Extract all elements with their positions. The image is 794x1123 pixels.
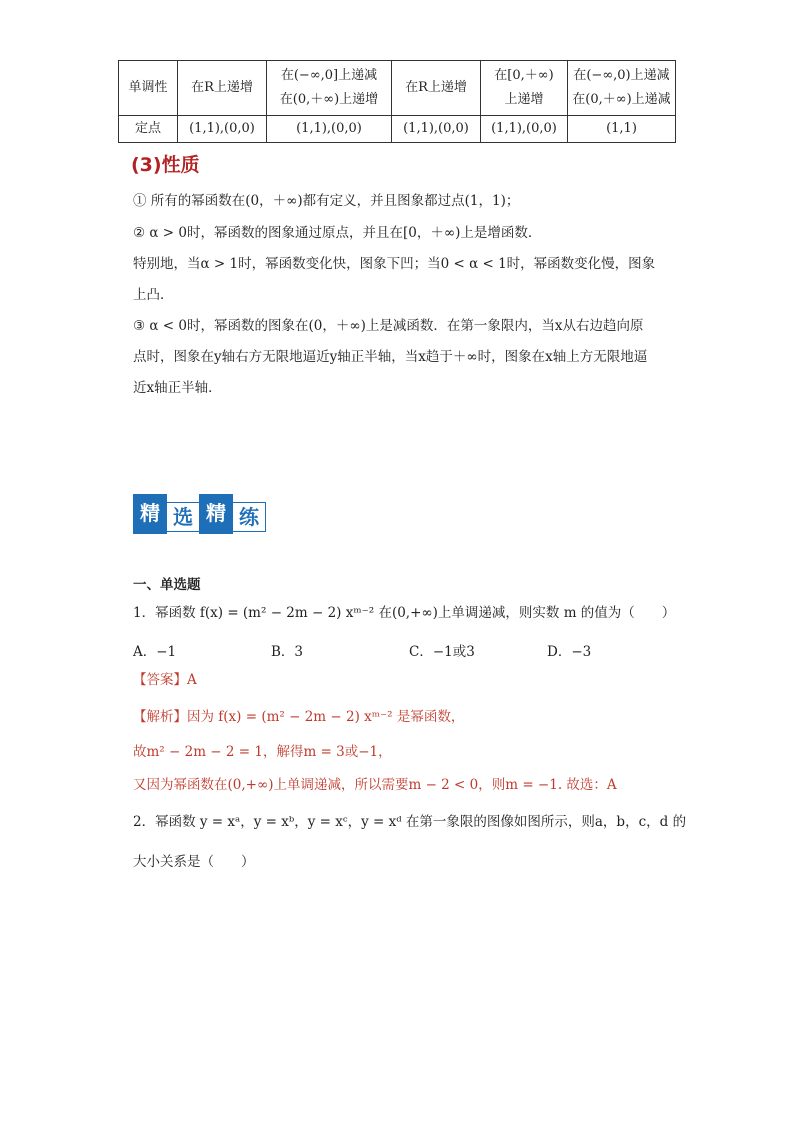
badge-char-text: 练 [239, 505, 259, 529]
table-row-fixed-point [119, 116, 676, 143]
option-d: D．−3 [547, 644, 592, 660]
property-paragraph: 上凸． [133, 287, 174, 303]
table-row-monotonicity [119, 61, 676, 116]
badge-char [199, 494, 233, 534]
property-paragraph: ② α > 0时，幂函数的图象通过原点，并且在[0，＋∞)上是增函数． [133, 225, 542, 241]
badge-char-text: 精 [140, 501, 160, 525]
option-a: A．−1 [133, 644, 177, 660]
table-cell: (1,1) [568, 116, 676, 143]
analysis-line: 又因为幂函数在(0,+∞)上单调递减，所以需要m − 2 < 0，则m = −1. 故选：A [133, 777, 617, 793]
property-paragraph: 点时，图象在y轴右方无限地逼近y轴正半轴，当x趋于＋∞时，图象在x轴上方无限地逼 [133, 349, 648, 365]
question-2-continued: 大小关系是（ ） [133, 854, 255, 870]
table-cell: (1,1),(0,0) [267, 116, 392, 143]
table-cell: 在R上递增 [392, 61, 481, 116]
analysis-line: 故m² − 2m − 2 = 1，解得m = 3或−1， [133, 744, 392, 760]
section-heading: 一、单选题 [133, 577, 201, 593]
property-paragraph: 近x轴正半轴． [133, 380, 222, 396]
property-paragraph: ③ α < 0时，幂函数的图象在(0，＋∞)上是减函数．在第一象限内，当x从右边趋向原 [133, 318, 644, 334]
cell-line: 在(0,＋∞)上递增 [279, 92, 379, 107]
table-cell [267, 61, 392, 116]
analysis-text: 因为 f(x) = (m² − 2m − 2) xᵐ⁻² 是幂函数， [187, 709, 465, 725]
power-function-property-table [118, 60, 676, 143]
table-cell [568, 61, 676, 116]
question-2: 2．幂函数 y = xᵃ，y = xᵇ，y = xᶜ，y = xᵈ 在第一象限的图像如图所示，则a，b，c，d 的 [133, 814, 687, 830]
table-cell: (1,1),(0,0) [392, 116, 481, 143]
cell-line: 在(−∞,0]上递减 [280, 68, 378, 83]
table-cell: (1,1),(0,0) [481, 116, 568, 143]
table-cell: (1,1),(0,0) [178, 116, 267, 143]
table-cell-header: 单调性 [119, 61, 178, 116]
cell-line: 在(−∞,0)上递减 [573, 68, 670, 83]
property-paragraph: 特别地，当α > 1时，幂函数变化快，图象下凹；当0 < α < 1时，幂函数变化慢，图象 [133, 256, 656, 272]
badge-char [232, 502, 266, 532]
analysis-line [133, 707, 673, 727]
answer: 【答案】A [133, 672, 197, 688]
analysis-label: 【解析】 [133, 709, 187, 725]
question-1: 1．幂函数 f(x) = (m² − 2m − 2) xᵐ⁻² 在(0,+∞)上单调递减，则实数 m 的值为（ ） [133, 605, 676, 621]
option-b: B．3 [271, 644, 304, 660]
badge-char-text: 精 [206, 501, 226, 525]
table-cell: 在R上递增 [178, 61, 267, 116]
table-cell [481, 61, 568, 116]
cell-line: 在(0,＋∞)上递减 [572, 92, 671, 107]
cell-line: 上递增 [504, 92, 544, 107]
table-cell-header: 定点 [119, 116, 178, 143]
property-paragraph: ① 所有的幂函数在(0，＋∞)都有定义，并且图象都过点(1，1)； [133, 193, 520, 209]
badge-char [133, 494, 167, 534]
badge-char-text: 选 [173, 505, 193, 529]
option-c: C．−1或3 [409, 644, 475, 660]
cell-line: 在[0,＋∞) [494, 68, 554, 83]
section-title: (3)性质 [131, 154, 200, 176]
badge-char [166, 502, 200, 532]
